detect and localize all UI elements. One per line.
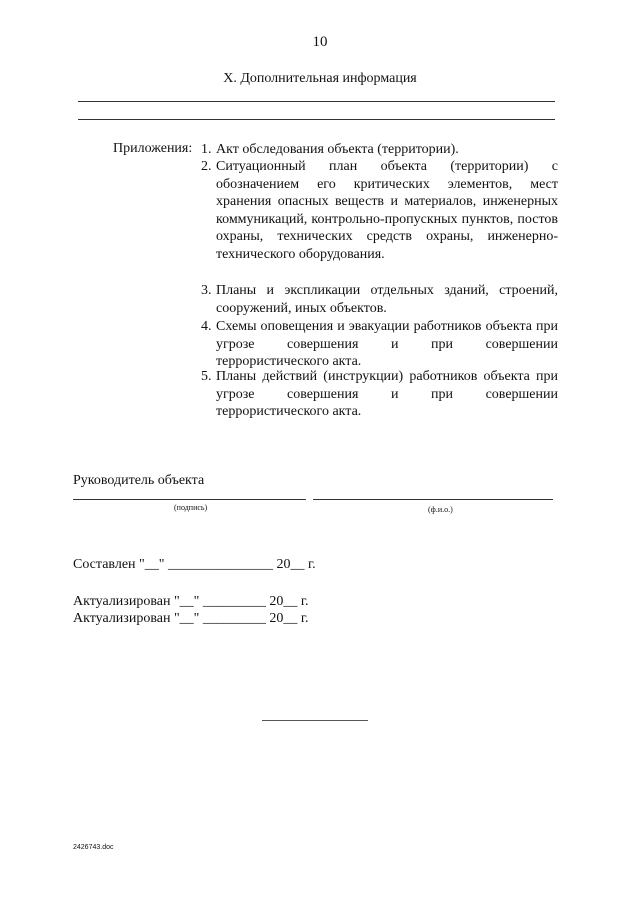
appendix-number: 2.	[201, 159, 212, 174]
signature-line	[73, 499, 306, 500]
updated-date-line-2: Актуализирован "__" _________ 20__ г.	[73, 611, 309, 626]
appendix-item-2	[201, 158, 558, 264]
appendices-label: Приложения:	[113, 141, 193, 156]
appendix-number: 5.	[201, 369, 212, 384]
section-title: X. Дополнительная информация	[223, 71, 417, 86]
name-line	[313, 499, 553, 500]
blank-line-2	[78, 119, 555, 120]
file-name-label: 2426743.doc	[73, 844, 114, 851]
appendix-item-5	[201, 368, 558, 421]
name-caption: (ф.и.о.)	[428, 505, 453, 514]
signature-caption: (подпись)	[174, 503, 208, 512]
blank-line-1	[78, 101, 555, 102]
appendix-number: 4.	[201, 319, 212, 334]
appendix-number: 3.	[201, 283, 212, 298]
appendix-item-4	[201, 318, 558, 371]
appendix-item-3	[201, 282, 558, 317]
appendix-text: Планы действий (инструкции) работников объекта при угрозе совершения и при совершении террористического акта.	[216, 369, 558, 420]
appendix-text: Планы и экспликации отдельных зданий, строений, сооружений, иных объектов.	[216, 283, 558, 316]
closing-divider	[262, 720, 368, 721]
appendix-item-1	[201, 141, 558, 159]
compiled-date-line: Составлен "__" _______________ 20__ г.	[73, 557, 316, 572]
page-number: 10	[312, 34, 328, 50]
appendix-number: 1.	[201, 142, 212, 157]
appendix-text: Схемы оповещения и эвакуации работников объекта при угрозе совершения и при совершении террористического акта.	[216, 319, 558, 370]
updated-date-line-1: Актуализирован "__" _________ 20__ г.	[73, 594, 309, 609]
appendix-text: Акт обследования объекта (территории).	[216, 142, 459, 157]
appendix-text: Ситуационный план объекта (территории) с обозначением его критических элементов, мест хранения опасных веществ и материалов, инженерных коммуникаций, контрольно-пропускных пунктов, постов охраны, технических средств охраны, инженерно-технического оборудования.	[216, 159, 558, 262]
head-of-object-label: Руководитель объекта	[73, 473, 205, 488]
